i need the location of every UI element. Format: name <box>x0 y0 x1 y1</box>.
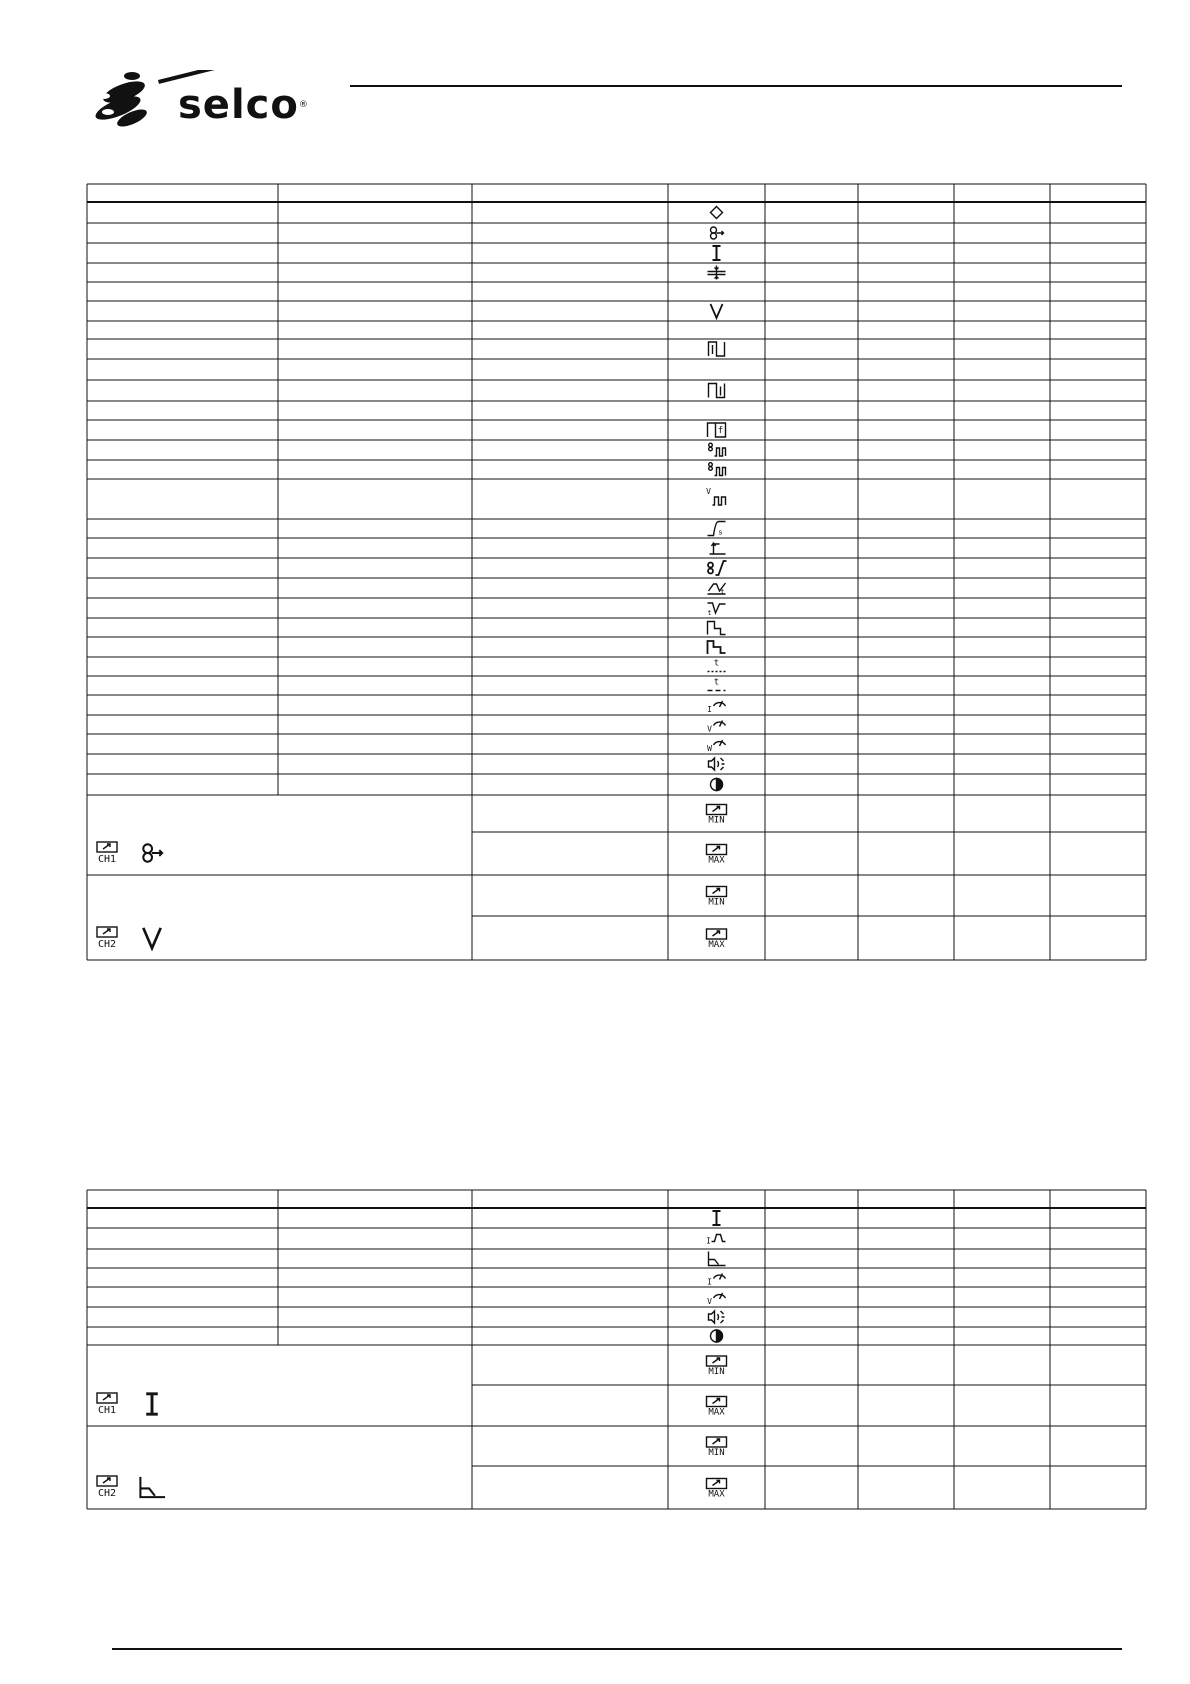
dynamic-curve-icon <box>140 1477 165 1497</box>
svg-text:t: t <box>713 677 720 688</box>
svg-text:V: V <box>707 724 712 734</box>
channel-label: CH2 <box>97 939 117 950</box>
display-max-icon <box>707 845 727 866</box>
wire-speed-icon <box>711 227 724 239</box>
brand-wordmark: selco® <box>178 82 309 128</box>
svg-text:I: I <box>707 705 712 714</box>
voltage-icon <box>143 928 160 948</box>
pause-time-dashed-icon <box>708 678 726 691</box>
svg-text:t: t <box>720 588 725 596</box>
volume-icon <box>709 1311 725 1323</box>
svg-text:MIN: MIN <box>708 815 725 826</box>
voltage-meter-icon <box>707 721 725 734</box>
svg-text:W: W <box>707 744 712 753</box>
pulsed-wire-low-icon <box>709 463 726 476</box>
start-mode-icon <box>711 207 723 219</box>
svg-text:MAX: MAX <box>708 1407 725 1418</box>
pulsed-wire-high-icon <box>709 443 726 456</box>
svg-text:V: V <box>706 487 711 496</box>
voltage-meter-icon <box>707 1293 725 1306</box>
pulsed-voltage-icon <box>706 487 725 505</box>
step-up-icon <box>708 641 726 654</box>
hot-start-icon <box>710 543 726 554</box>
svg-text:t: t <box>713 658 720 669</box>
step-down-icon <box>708 622 726 635</box>
table2-grid <box>87 1190 1146 1509</box>
channel-label: CH1 <box>97 1405 117 1416</box>
display-max-icon <box>707 929 727 950</box>
channel-display-icon <box>97 927 117 937</box>
arc-force-icon <box>706 1235 725 1246</box>
channel-block-ch2 <box>87 875 1146 960</box>
channel-block-ch2 <box>87 1426 1146 1509</box>
svg-text:I: I <box>707 1277 712 1287</box>
svg-text:MIN: MIN <box>708 897 725 908</box>
svg-text:V: V <box>707 1297 712 1306</box>
volume-icon <box>709 758 725 770</box>
svg-text:MIN: MIN <box>708 1367 725 1377</box>
wire-ramp-up-icon <box>708 561 727 575</box>
svg-text:MIN: MIN <box>708 1448 725 1458</box>
display-min-icon <box>707 805 727 826</box>
svg-text:MAX: MAX <box>708 855 725 866</box>
channel-display-icon <box>97 1393 117 1403</box>
contrast-icon <box>711 1330 723 1342</box>
voltage-icon <box>711 304 723 318</box>
table1-grid <box>87 184 1146 960</box>
display-max-icon <box>707 1479 727 1500</box>
current-icon <box>713 246 721 260</box>
svg-text:s: s <box>718 528 723 537</box>
dynamic-curve-icon <box>709 1252 726 1266</box>
channel-label: CH2 <box>97 1488 117 1499</box>
footer-rule <box>112 1648 1122 1650</box>
power-meter-icon <box>707 740 725 753</box>
channel-display-icon <box>97 1476 117 1486</box>
contrast-icon <box>711 779 723 791</box>
wire-ramp-time-icon <box>708 583 726 596</box>
spot-time-dotted-icon <box>708 659 726 672</box>
base-current-icon <box>709 384 725 398</box>
burn-back-icon <box>707 603 725 617</box>
current-icon <box>713 1211 721 1225</box>
current-meter-icon <box>707 1274 725 1287</box>
slope-icon <box>708 522 726 537</box>
svg-text:f: f <box>717 426 724 436</box>
wire-speed-icon <box>143 844 162 861</box>
channel-block-ch1 <box>87 795 1146 875</box>
display-min-icon <box>707 887 727 908</box>
display-min-icon <box>707 1437 727 1458</box>
svg-text:MAX: MAX <box>708 940 725 950</box>
peak-current-icon <box>709 342 725 356</box>
pulse-frequency-icon <box>708 423 726 437</box>
channel-label: CH1 <box>97 854 117 865</box>
display-min-icon <box>707 1356 727 1377</box>
svg-text:I: I <box>706 1236 711 1246</box>
svg-text:MAX: MAX <box>708 1489 725 1500</box>
channel-block-ch1 <box>87 1345 1146 1426</box>
current-icon <box>146 1394 158 1414</box>
svg-text:t: t <box>707 609 712 617</box>
thickness-icon <box>708 266 726 280</box>
current-meter-icon <box>707 701 725 714</box>
display-max-icon <box>707 1397 727 1418</box>
channel-display-icon <box>97 842 117 852</box>
